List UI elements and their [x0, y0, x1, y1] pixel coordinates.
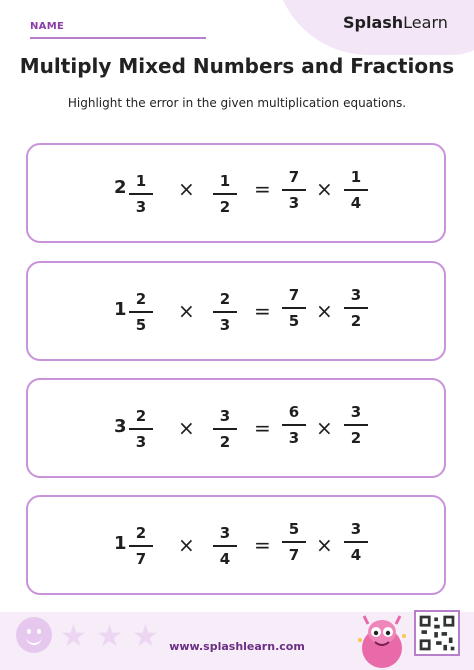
brand-logo [343, 13, 448, 32]
qr-code-icon [414, 610, 460, 656]
numerator: 2 [135, 290, 147, 308]
denominator: 4 [219, 549, 231, 568]
brand-light: Learn [403, 13, 448, 32]
times-sign: × [178, 416, 195, 440]
smiley-eye [37, 629, 41, 634]
mixed-fraction [129, 290, 153, 334]
brand-bold: Splash [343, 13, 404, 32]
fraction-bar [129, 193, 153, 195]
equals-sign: = [254, 416, 271, 440]
times-sign: × [178, 533, 195, 557]
times-sign: × [178, 299, 195, 323]
fraction-bar [129, 311, 153, 313]
star-icon: ★ [96, 619, 123, 654]
fraction-bar [213, 428, 237, 430]
result-fraction-2 [344, 403, 368, 447]
numerator: 2 [135, 407, 147, 425]
times-sign: × [316, 177, 333, 201]
fraction-bar [344, 307, 368, 309]
numerator: 3 [350, 403, 362, 421]
numerator: 1 [219, 172, 231, 190]
denominator: 3 [219, 315, 231, 334]
multiplier-fraction [213, 407, 237, 451]
fraction-bar [282, 189, 306, 191]
numerator: 3 [219, 524, 231, 542]
star-icon: ★ [132, 619, 159, 654]
times-sign: × [316, 416, 333, 440]
multiplier-fraction [213, 524, 237, 568]
fraction-bar [344, 424, 368, 426]
denominator: 3 [288, 193, 300, 212]
fraction-bar [282, 424, 306, 426]
numerator: 7 [288, 286, 300, 304]
numerator: 2 [135, 524, 147, 542]
equals-sign: = [254, 533, 271, 557]
numerator: 5 [288, 520, 300, 538]
fraction-bar [282, 541, 306, 543]
page-title: Multiply Mixed Numbers and Fractions [19, 54, 455, 78]
denominator: 2 [219, 432, 231, 451]
denominator: 5 [288, 311, 300, 330]
denominator: 4 [350, 545, 362, 564]
denominator: 7 [135, 549, 147, 568]
result-fraction-2 [344, 520, 368, 564]
whole-number: 3 [114, 416, 127, 437]
mixed-fraction [129, 172, 153, 216]
denominator: 3 [135, 432, 147, 451]
numerator: 1 [350, 168, 362, 186]
instruction-text: Highlight the error in the given multiplication equations. [67, 96, 407, 110]
multiplier-fraction [213, 290, 237, 334]
equation-card-4[interactable] [26, 495, 446, 595]
smiley-eye [27, 629, 31, 634]
denominator: 2 [350, 311, 362, 330]
denominator: 5 [135, 315, 147, 334]
fraction-bar [213, 545, 237, 547]
result-fraction-2 [344, 168, 368, 212]
equals-sign: = [254, 299, 271, 323]
equation-card-1[interactable] [26, 143, 446, 243]
fraction-bar [344, 541, 368, 543]
equation-card-2[interactable] [26, 261, 446, 361]
times-sign: × [178, 177, 195, 201]
mixed-fraction [129, 524, 153, 568]
whole-number: 2 [114, 177, 127, 198]
numerator: 1 [135, 172, 147, 190]
equals-sign: = [254, 177, 271, 201]
fraction-bar [129, 545, 153, 547]
denominator: 7 [288, 545, 300, 564]
times-sign: × [316, 299, 333, 323]
star-icon: ★ [60, 619, 87, 654]
fraction-bar [213, 193, 237, 195]
equation-card-3[interactable] [26, 378, 446, 478]
result-fraction-1 [282, 520, 306, 564]
result-fraction-1 [282, 286, 306, 330]
footer-url: www.splashlearn.com [169, 640, 305, 653]
numerator: 2 [219, 290, 231, 308]
result-fraction-2 [344, 286, 368, 330]
numerator: 3 [219, 407, 231, 425]
monster-mascot-icon [354, 610, 410, 670]
denominator: 2 [350, 428, 362, 447]
name-label: NAME [30, 21, 65, 32]
numerator: 3 [350, 286, 362, 304]
fraction-bar [129, 428, 153, 430]
mixed-fraction [129, 407, 153, 451]
numerator: 3 [350, 520, 362, 538]
multiplier-fraction [213, 172, 237, 216]
denominator: 3 [288, 428, 300, 447]
fraction-bar [213, 311, 237, 313]
fraction-bar [344, 189, 368, 191]
result-fraction-1 [282, 403, 306, 447]
name-line [30, 37, 206, 39]
whole-number: 1 [114, 299, 127, 320]
numerator: 6 [288, 403, 300, 421]
result-fraction-1 [282, 168, 306, 212]
denominator: 2 [219, 197, 231, 216]
whole-number: 1 [114, 533, 127, 554]
denominator: 3 [135, 197, 147, 216]
fraction-bar [282, 307, 306, 309]
numerator: 7 [288, 168, 300, 186]
denominator: 4 [350, 193, 362, 212]
times-sign: × [316, 533, 333, 557]
